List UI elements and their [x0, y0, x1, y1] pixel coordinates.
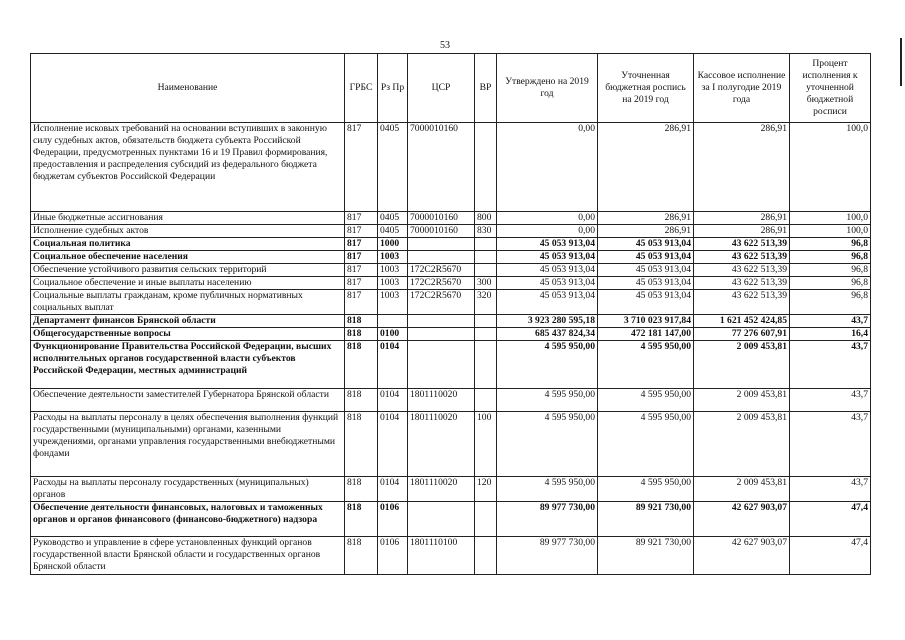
- cell-vr: [475, 251, 497, 264]
- cell-cash: 286,91: [694, 123, 790, 212]
- cell-percent: 96,8: [790, 277, 871, 290]
- header-rzpr: Рз Пр: [378, 54, 408, 123]
- cell-csr: 7000010160: [408, 212, 475, 225]
- cell-vr: [475, 123, 497, 212]
- cell-csr: 172C2R5670: [408, 290, 475, 315]
- budget-table: [30, 53, 871, 575]
- cell-percent: 96,8: [790, 251, 871, 264]
- cell-grbs: 818: [345, 537, 378, 575]
- cell-refined: 4 595 950,00: [598, 477, 694, 502]
- cell-csr: 1801110020: [408, 389, 475, 412]
- header-vr: ВР: [475, 54, 497, 123]
- cell-name: Исполнение судебных актов: [31, 225, 345, 238]
- cell-vr: [475, 264, 497, 277]
- table-row: [31, 341, 871, 389]
- cell-refined: 286,91: [598, 212, 694, 225]
- cell-cash: 43 622 513,39: [694, 264, 790, 277]
- cell-vr: 120: [475, 477, 497, 502]
- cell-approved: 4 595 950,00: [497, 389, 598, 412]
- cell-cash: 2 009 453,81: [694, 389, 790, 412]
- cell-name: Функционирование Правительства Российской Федерации, высших исполнительных органов государственной власти субъектов Российской Федерации, местных администраций: [31, 341, 345, 389]
- cell-rzpr: 1003: [378, 290, 408, 315]
- page-number: 53: [440, 40, 450, 51]
- header-cash: Кассовое исполнение за I полугодие 2019 года: [694, 54, 790, 123]
- cell-refined: 45 053 913,04: [598, 290, 694, 315]
- cell-cash: 2 009 453,81: [694, 341, 790, 389]
- cell-percent: 96,8: [790, 290, 871, 315]
- cell-rzpr: 1003: [378, 251, 408, 264]
- cell-cash: 42 627 903,07: [694, 537, 790, 575]
- cell-cash: 42 627 903,07: [694, 502, 790, 537]
- cell-cash: 2 009 453,81: [694, 477, 790, 502]
- table-row: [31, 123, 871, 212]
- table-row: [31, 328, 871, 341]
- table-row: [31, 238, 871, 251]
- cell-cash: 2 009 453,81: [694, 412, 790, 477]
- cell-cash: 1 621 452 424,85: [694, 315, 790, 328]
- cell-approved: 89 977 730,00: [497, 537, 598, 575]
- cell-csr: 1801110020: [408, 412, 475, 477]
- cell-rzpr: 0405: [378, 123, 408, 212]
- cell-approved: 4 595 950,00: [497, 412, 598, 477]
- table-row: [31, 502, 871, 537]
- cell-percent: 47,4: [790, 537, 871, 575]
- header-approved: Утверждено на 2019 год: [497, 54, 598, 123]
- cell-csr: 7000010160: [408, 225, 475, 238]
- cell-rzpr: 0405: [378, 212, 408, 225]
- cell-percent: 43,7: [790, 389, 871, 412]
- cell-cash: 286,91: [694, 225, 790, 238]
- cell-cash: 286,91: [694, 212, 790, 225]
- cell-name: Иные бюджетные ассигнования: [31, 212, 345, 225]
- cell-percent: 96,8: [790, 264, 871, 277]
- table-row: [31, 412, 871, 477]
- cell-refined: 4 595 950,00: [598, 412, 694, 477]
- cell-grbs: 817: [345, 123, 378, 212]
- cell-vr: [475, 502, 497, 537]
- cell-name: Обеспечение устойчивого развития сельских территорий: [31, 264, 345, 277]
- table-row: [31, 290, 871, 315]
- cell-refined: 4 595 950,00: [598, 341, 694, 389]
- cell-grbs: 818: [345, 315, 378, 328]
- cell-vr: [475, 328, 497, 341]
- table-row: [31, 212, 871, 225]
- table-row: [31, 477, 871, 502]
- header-grbs: ГРБС: [345, 54, 378, 123]
- cell-csr: [408, 251, 475, 264]
- cell-name: Социальные выплаты гражданам, кроме публичных нормативных социальных выплат: [31, 290, 345, 315]
- cell-percent: 16,4: [790, 328, 871, 341]
- cell-cash: 43 622 513,39: [694, 251, 790, 264]
- cell-grbs: 817: [345, 264, 378, 277]
- cell-name: Исполнение исковых требований на основании вступивших в законную силу судебных актов, обязательств бюджета субъекта Российской Федерации, предусмотренных пунктами 16 и 19 Правил формирования, предоставления и распределения субсидий из федерального бюджета бюджетам субъектов Российской Федерации: [31, 123, 345, 212]
- cell-refined: 45 053 913,04: [598, 277, 694, 290]
- cell-percent: 43,7: [790, 412, 871, 477]
- cell-rzpr: 0106: [378, 537, 408, 575]
- cell-grbs: 817: [345, 251, 378, 264]
- cell-csr: [408, 238, 475, 251]
- cell-refined: 286,91: [598, 225, 694, 238]
- cell-percent: 100,0: [790, 123, 871, 212]
- cell-grbs: 818: [345, 389, 378, 412]
- cell-name: Расходы на выплаты персоналу в целях обеспечения выполнения функций государственными (муниципальными) органами, казенными учреждениями, органами управления государственными внебюджетными фондами: [31, 412, 345, 477]
- cell-name: Расходы на выплаты персоналу государственных (муниципальных) органов: [31, 477, 345, 502]
- cell-percent: 43,7: [790, 477, 871, 502]
- cell-approved: 0,00: [497, 212, 598, 225]
- cell-percent: 47,4: [790, 502, 871, 537]
- cell-vr: 320: [475, 290, 497, 315]
- cell-name: Обеспечение деятельности финансовых, налоговых и таможенных органов и органов финансового (финансово-бюджетного) надзора: [31, 502, 345, 537]
- cell-approved: 45 053 913,04: [497, 251, 598, 264]
- cell-vr: 300: [475, 277, 497, 290]
- cell-approved: 4 595 950,00: [497, 341, 598, 389]
- cell-percent: 43,7: [790, 315, 871, 328]
- table-row: [31, 264, 871, 277]
- table-row: [31, 225, 871, 238]
- header-refined: Уточненная бюджетная роспись на 2019 год: [598, 54, 694, 123]
- cell-approved: 45 053 913,04: [497, 238, 598, 251]
- cell-refined: 45 053 913,04: [598, 264, 694, 277]
- cell-grbs: 817: [345, 212, 378, 225]
- scan-edge-mark: [900, 38, 902, 86]
- table-row: [31, 315, 871, 328]
- cell-refined: 3 710 023 917,84: [598, 315, 694, 328]
- cell-refined: 45 053 913,04: [598, 251, 694, 264]
- cell-rzpr: 1000: [378, 238, 408, 251]
- cell-vr: [475, 341, 497, 389]
- cell-grbs: 818: [345, 412, 378, 477]
- cell-csr: [408, 502, 475, 537]
- cell-name: Социальное обеспечение и иные выплаты населению: [31, 277, 345, 290]
- cell-rzpr: 0100: [378, 328, 408, 341]
- cell-vr: 830: [475, 225, 497, 238]
- cell-name: Руководство и управление в сфере установленных функций органов государственной власти Брянской области и государственных органов Брянской области: [31, 537, 345, 575]
- cell-csr: [408, 328, 475, 341]
- cell-grbs: 818: [345, 328, 378, 341]
- cell-rzpr: 0104: [378, 477, 408, 502]
- cell-vr: [475, 537, 497, 575]
- cell-grbs: 817: [345, 277, 378, 290]
- cell-grbs: 818: [345, 502, 378, 537]
- cell-approved: 89 977 730,00: [497, 502, 598, 537]
- cell-rzpr: 0104: [378, 341, 408, 389]
- cell-cash: 43 622 513,39: [694, 277, 790, 290]
- cell-refined: 45 053 913,04: [598, 238, 694, 251]
- cell-name: Обеспечение деятельности заместителей Губернатора Брянской области: [31, 389, 345, 412]
- table-row: [31, 537, 871, 575]
- cell-grbs: 818: [345, 477, 378, 502]
- cell-approved: 685 437 824,34: [497, 328, 598, 341]
- cell-rzpr: 1003: [378, 277, 408, 290]
- cell-approved: 0,00: [497, 225, 598, 238]
- table-header-row: [31, 54, 871, 123]
- cell-refined: 89 921 730,00: [598, 502, 694, 537]
- cell-rzpr: 0106: [378, 502, 408, 537]
- cell-csr: [408, 341, 475, 389]
- cell-refined: 89 921 730,00: [598, 537, 694, 575]
- cell-vr: [475, 238, 497, 251]
- cell-rzpr: 0104: [378, 412, 408, 477]
- cell-name: Департамент финансов Брянской области: [31, 315, 345, 328]
- cell-name: Социальная политика: [31, 238, 345, 251]
- header-name: Наименование: [31, 54, 345, 123]
- cell-rzpr: 0104: [378, 389, 408, 412]
- cell-name: Общегосударственные вопросы: [31, 328, 345, 341]
- cell-grbs: 817: [345, 225, 378, 238]
- cell-refined: 286,91: [598, 123, 694, 212]
- cell-rzpr: 0405: [378, 225, 408, 238]
- cell-percent: 100,0: [790, 225, 871, 238]
- cell-rzpr: 1003: [378, 264, 408, 277]
- cell-vr: [475, 315, 497, 328]
- cell-vr: [475, 389, 497, 412]
- header-percent: Процент исполнения к уточненной бюджетной росписи: [790, 54, 871, 123]
- cell-percent: 100,0: [790, 212, 871, 225]
- cell-grbs: 817: [345, 290, 378, 315]
- cell-percent: 96,8: [790, 238, 871, 251]
- cell-csr: 172C2R5670: [408, 277, 475, 290]
- cell-name: Социальное обеспечение населения: [31, 251, 345, 264]
- cell-csr: 1801110020: [408, 477, 475, 502]
- cell-vr: 100: [475, 412, 497, 477]
- table-row: [31, 251, 871, 264]
- cell-cash: 43 622 513,39: [694, 290, 790, 315]
- cell-csr: 172C2R5670: [408, 264, 475, 277]
- cell-approved: 0,00: [497, 123, 598, 212]
- cell-approved: 45 053 913,04: [497, 264, 598, 277]
- cell-refined: 4 595 950,00: [598, 389, 694, 412]
- cell-approved: 3 923 280 595,18: [497, 315, 598, 328]
- cell-cash: 43 622 513,39: [694, 238, 790, 251]
- cell-vr: 800: [475, 212, 497, 225]
- cell-refined: 472 181 147,00: [598, 328, 694, 341]
- cell-grbs: 818: [345, 341, 378, 389]
- table-row: [31, 389, 871, 412]
- header-csr: ЦСР: [408, 54, 475, 123]
- cell-approved: 45 053 913,04: [497, 290, 598, 315]
- table-row: [31, 277, 871, 290]
- cell-approved: 4 595 950,00: [497, 477, 598, 502]
- cell-grbs: 817: [345, 238, 378, 251]
- cell-percent: 43,7: [790, 341, 871, 389]
- cell-csr: 1801110100: [408, 537, 475, 575]
- cell-csr: 7000010160: [408, 123, 475, 212]
- table-body: [31, 123, 871, 575]
- cell-approved: 45 053 913,04: [497, 277, 598, 290]
- cell-rzpr: [378, 315, 408, 328]
- cell-csr: [408, 315, 475, 328]
- cell-cash: 77 276 607,91: [694, 328, 790, 341]
